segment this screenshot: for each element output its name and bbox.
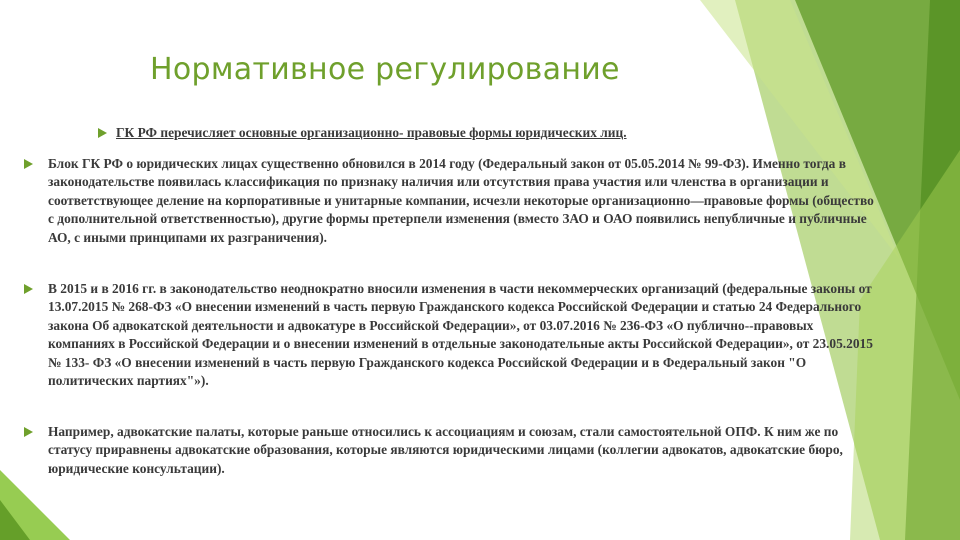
paragraph-2: В 2015 и в 2016 гг. в законодательство неоднократно вносили изменения в части некоммерческих организаций (федеральные законы от 13.07.2015 № 268-ФЗ «О внесении изменений в часть первую Гражданского кодекса Российской Федерации и статью 24 Федерального закона Об адвокатской деятельности и адвокатуре в Российской Федерации», от 03.07.2016 № 236-ФЗ «О публично--правовых компаниях в Российской Федерации и о внесении изменений в отдельные законодательные акты Российской Федерации», от 23.05.2015 № 133- ФЗ «О внесении изменений в часть первую Гражданского кодекса Российской Федерации и в Федеральный закон "О политических партиях"»). [48, 281, 873, 389]
bullet-arrow-icon [24, 284, 33, 294]
subheading: ГК РФ перечисляет основные организационно- правовые формы юридических лиц. [116, 125, 627, 140]
paragraph-3: Например, адвокатские палаты, которые раньше относились к ассоциациям и союзам, стали самостоятельной ОПФ. К ним же по статусу приравнены адвокатские образования, которые являются юридическими лицами (коллегии адвокатов, адвокатские бюро, юридические консультации). [48, 424, 843, 476]
bullet-arrow-icon [98, 128, 107, 138]
bullet-arrow-icon [24, 427, 33, 437]
bullet-arrow-icon [24, 159, 33, 169]
paragraph-1: Блок ГК РФ о юридических лицах существенно обновился в 2014 году (Федеральный закон от 05.05.2014 № 99-ФЗ). Именно тогда в законодательстве появилась классификация по признаку наличия или отсутствия права участия или членства в организации и соответствующее деление на корпоративные и унитарные компании, исчезли некоторые организационно—правовые формы (общество с дополнительной ответственностью), другие формы претерпели изменения (вместо ЗАО и ОАО появились непубличные и публичные АО, с иными принципами их разграничения). [48, 156, 874, 245]
slide-title: Нормативное регулирование [150, 52, 620, 87]
